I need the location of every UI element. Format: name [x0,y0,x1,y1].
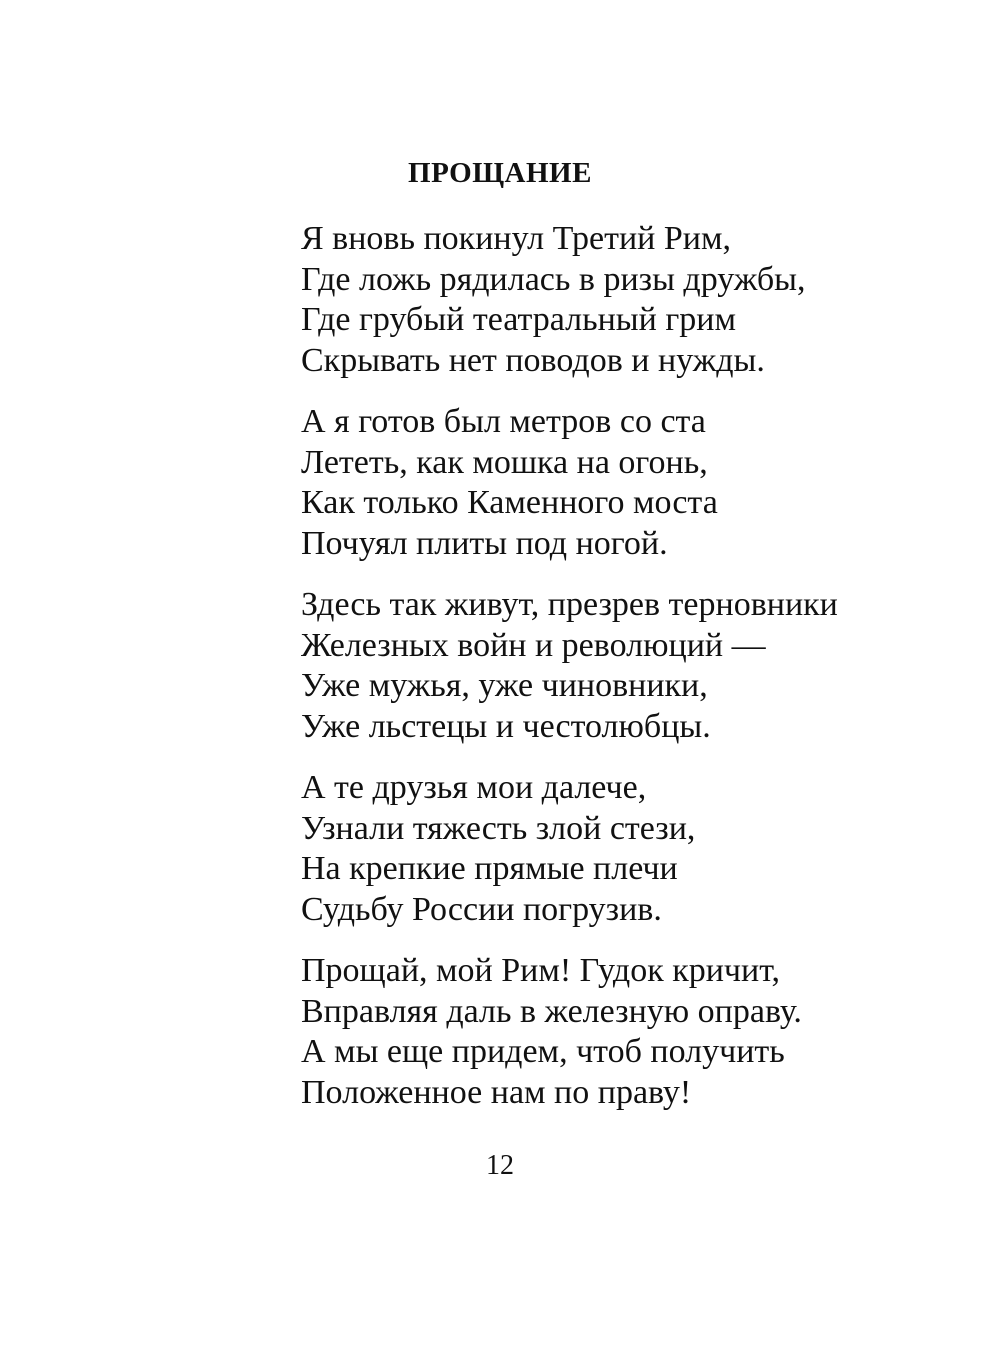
poem-title: ПРОЩАНИЕ [408,157,592,189]
stanza [301,402,941,564]
poem-line: Судьбу России погрузив. [301,890,662,928]
poem-line: На крепкие прямые плечи [301,850,678,887]
poem-line: Узнали тяжесть злой стези, [301,809,696,847]
poem-line: Прощай, мой Рим! Гудок кричит, [301,952,781,989]
page-number: 12 [486,1150,514,1181]
poem-line: Лететь, как мошка на огонь, [301,443,708,481]
poem-line: Уже мужья, уже чиновники, [301,667,708,704]
poem-line: Как только Каменного моста [301,484,718,521]
poem-line: А те друзья мои далече, [301,769,647,806]
poem-line: Здесь так живут, презрев терновники [301,586,838,623]
poem-line: Положенное нам по праву! [301,1073,692,1111]
stanza [301,951,941,1113]
poem-line: А мы еще придем, чтоб получить [301,1033,785,1070]
poem-line: Я вновь покинул Третий Рим, [301,220,731,257]
poem-line: Скрывать нет поводов и нужды. [301,341,765,379]
stanza [301,585,941,747]
poem-body [301,219,941,1134]
stanza [301,768,941,930]
poem-line: Где грубый театральный грим [301,301,736,338]
poem-line: Почуял плиты под ногой. [301,524,668,562]
poem-line: А я готов был метров со ста [301,403,706,440]
poem-line: Где ложь рядилась в ризы дружбы, [301,260,806,298]
poem-line: Железных войн и революций — [301,626,766,664]
poem-line: Вправляя даль в железную оправу. [301,992,802,1030]
stanza [301,219,941,381]
poem-line: Уже льстецы и честолюбцы. [301,707,711,745]
